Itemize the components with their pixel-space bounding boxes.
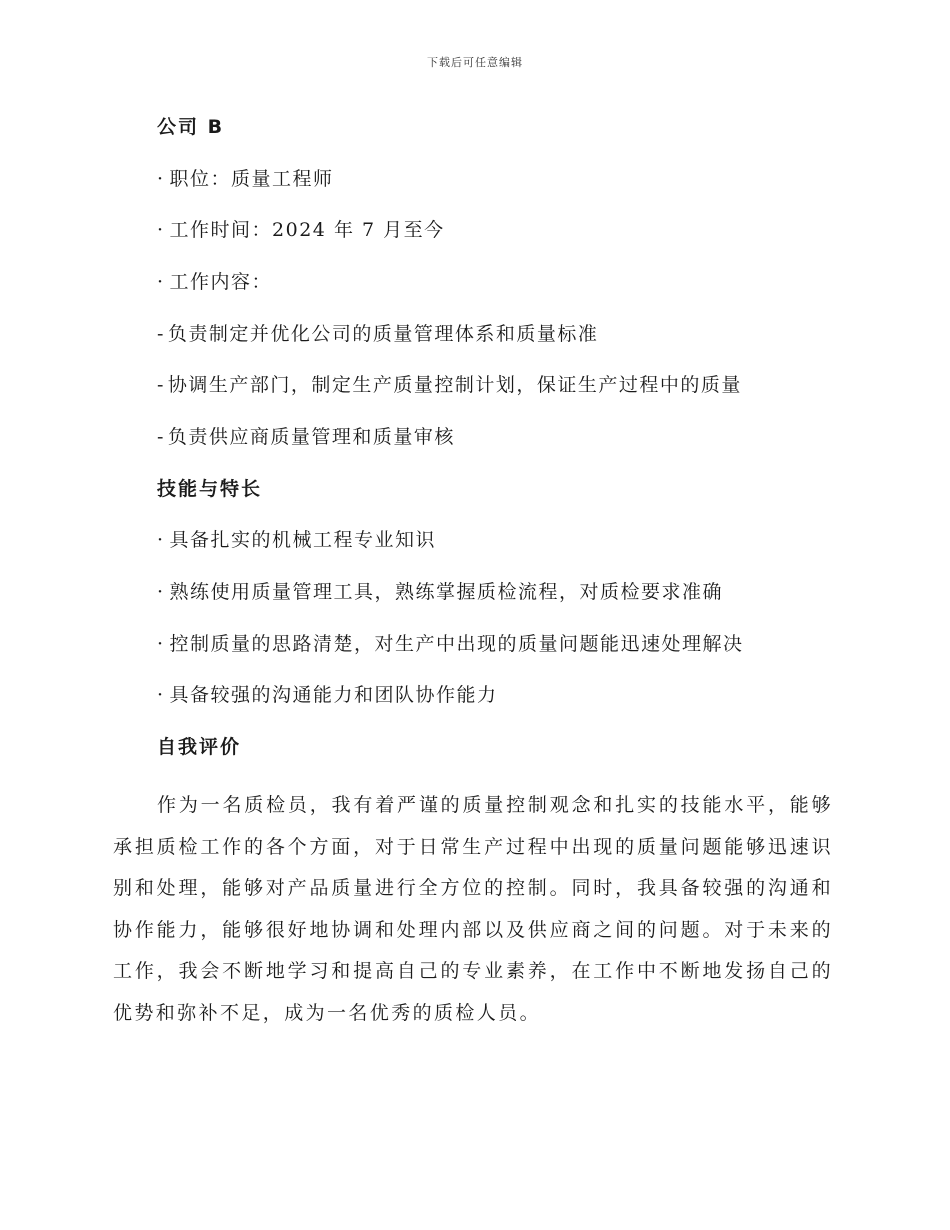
- skill-item: · 具备较强的沟通能力和团队协作能力: [157, 683, 498, 707]
- page-header-note: 下载后可任意编辑: [427, 56, 523, 69]
- duty-item: - 负责供应商质量管理和质量审核: [157, 425, 455, 449]
- skills-heading: 技能与特长: [157, 478, 263, 500]
- self-eval-heading: 自我评价: [157, 736, 242, 758]
- self-eval-paragraph: 作为一名质检员，我有着严谨的质量控制观念和扎实的技能水平，能够承担质检工作的各个方面，对于日常生产过程中出现的质量问题能够迅速识别和处理，能够对产品质量进行全方位的控制。同时，我具备较强的沟通和协作能力，能够很好地协调和处理内部以及供应商之间的问题。对于未来的工作，我会不断地学习和提高自己的专业素养，在工作中不断地发扬自己的优势和弥补不足，成为一名优秀的质检人员。: [113, 794, 833, 1024]
- skill-item: · 具备扎实的机械工程专业知识: [157, 528, 436, 552]
- skill-item: · 控制质量的思路清楚，对生产中出现的质量问题能迅速处理解决: [157, 632, 744, 656]
- company-b-heading: 公司 B: [157, 116, 225, 138]
- skill-item: · 熟练使用质量管理工具，熟练掌握质检流程，对质检要求准确: [157, 580, 723, 604]
- duty-item: - 负责制定并优化公司的质量管理体系和质量标准: [157, 322, 598, 346]
- duty-item: - 协调生产部门，制定生产质量控制计划，保证生产过程中的质量: [157, 373, 742, 397]
- position-line: · 职位：质量工程师: [157, 167, 334, 191]
- work-time-line: · 工作时间：2024 年 7 月至今: [157, 218, 445, 242]
- work-content-label: · 工作内容：: [157, 270, 272, 294]
